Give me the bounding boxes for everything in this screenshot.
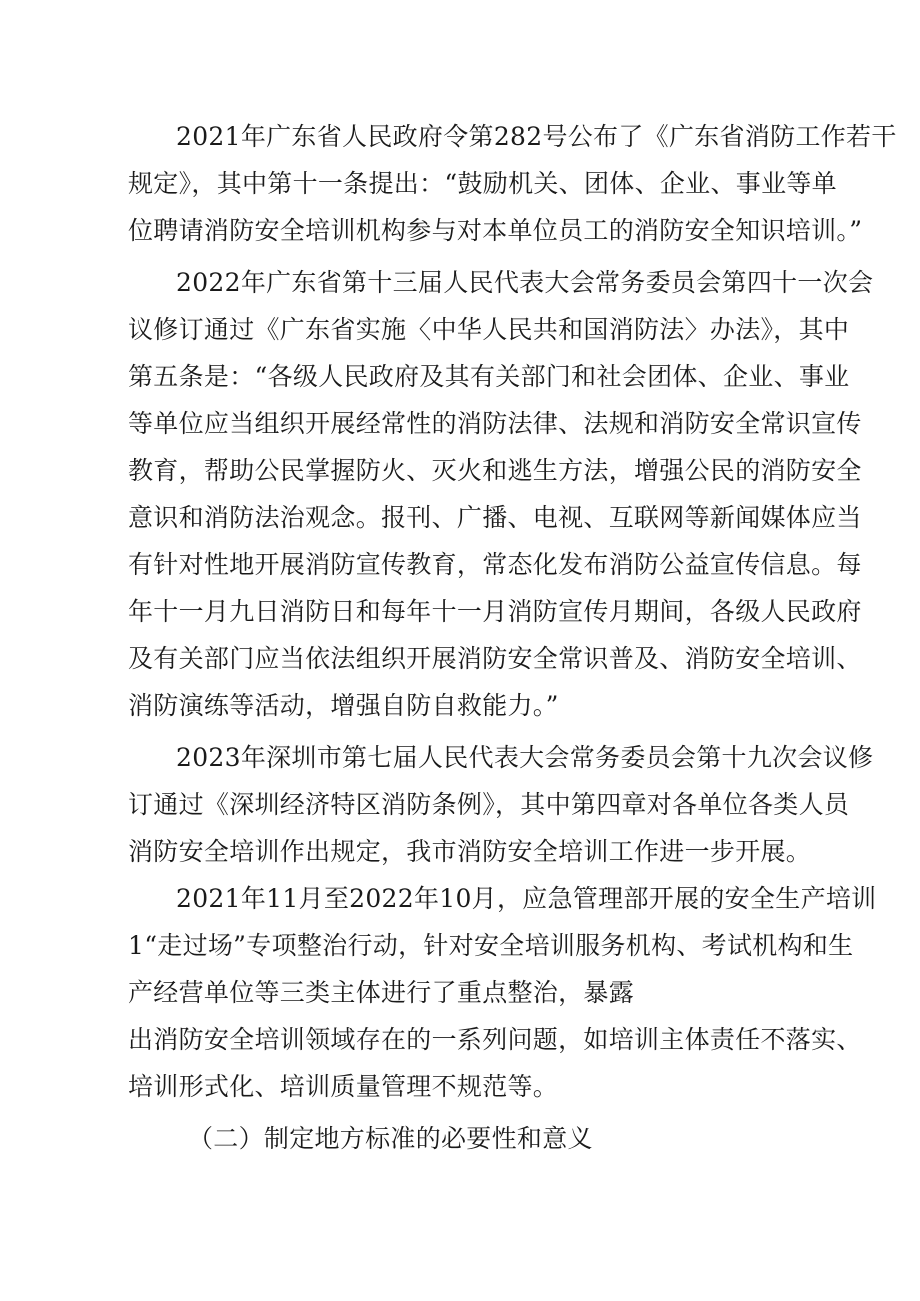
text-line: 教育，帮助公民掌握防火、灭火和逃生方法，增强公民的消防安全 [128, 456, 862, 485]
text-line: 培训形式化、培训质量管理不规范等。 [128, 1072, 559, 1101]
text-line: 规定》，其中第十一条提出：“鼓励机关、团体、企业、事业等单 [128, 169, 837, 198]
text-line: 订通过《深圳经济特区消防条例》，其中第四章对各单位各类人员 [128, 790, 850, 819]
text-line: 议修订通过《广东省实施〈中华人民共和国消防法〉办法》，其中 [128, 315, 850, 344]
text-line: 产经营单位等三类主体进行了重点整治，暴露 [128, 978, 635, 1007]
text-line: 消防安全培训作出规定，我市消防安全培训工作进一步开展。 [128, 837, 812, 866]
text-line: 出消防安全培训领域存在的一系列问题，如培训主体责任不落实、 [128, 1025, 862, 1054]
text-line: 1“走过场”专项整治行动，针对安全培训服务机构、考试机构和生 [128, 931, 854, 960]
text-line: 2022年广东省第十三届人民代表大会常务委员会第四十一次会 [176, 268, 874, 297]
text-line: 等单位应当组织开展经常性的消防法律、法规和消防安全常识宣传 [128, 409, 862, 438]
text-line: 位聘请消防安全培训机构参与对本单位员工的消防安全知识培训。” [128, 216, 863, 245]
text-line: 消防演练等活动，增强自防自救能力。” [128, 691, 559, 720]
text-line: 及有关部门应当依法组织开展消防安全常识普及、消防安全培训、 [128, 644, 862, 673]
text-line: 2023年深圳市第七届人民代表大会常务委员会第十九次会议修 [176, 743, 874, 772]
text-line: 有针对性地开展消防宣传教育，常态化发布消防公益宣传信息。每 [128, 550, 862, 579]
text-line: 2021年广东省人民政府令第282号公布了《广东省消防工作若干 [176, 122, 897, 151]
text-line: 2021年11月至2022年10月，应急管理部开展的安全生产培训 [176, 884, 877, 913]
text-line: 意识和消防法治观念。报刊、广播、电视、互联网等新闻媒体应当 [128, 503, 862, 532]
text-line: 第五条是：“各级人民政府及其有关部门和社会团体、企业、事业 [128, 362, 850, 391]
section-heading: （二）制定地方标准的必要性和意义 [188, 1124, 593, 1153]
text-line: 年十一月九日消防日和每年十一月消防宣传月期间，各级人民政府 [128, 597, 862, 626]
